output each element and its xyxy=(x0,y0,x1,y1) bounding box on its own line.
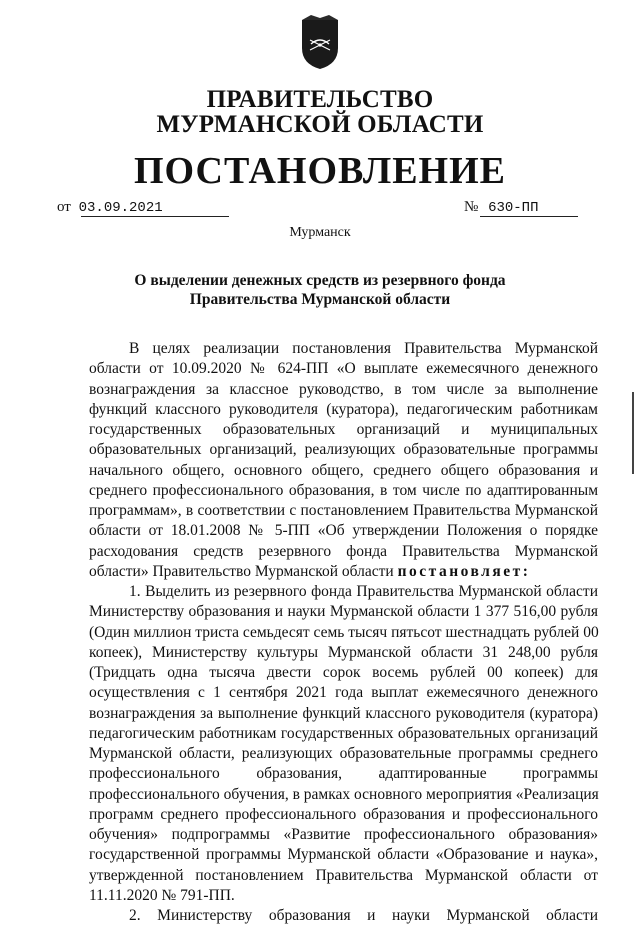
decree-word: постановляет: xyxy=(397,562,531,580)
number-prefix: № xyxy=(464,199,479,215)
date-value: 03.09.2021 xyxy=(78,200,163,216)
date-field xyxy=(57,198,163,217)
city-name: Мурманск xyxy=(289,225,351,240)
number-value: 630-ПП xyxy=(488,200,539,216)
subject-line1: О выделении денежных средств из резервного фонда xyxy=(134,272,506,289)
body-line: области от 18.01.2008 № 5-ПП «Об утверждении Положения о порядке xyxy=(89,522,598,540)
body-line: начального общего, основного общего, среднего общего образования и xyxy=(89,461,598,479)
date-underline xyxy=(81,216,229,217)
body-line: Мурманской области, реализующих образовательные программы среднего xyxy=(89,745,598,762)
body-line: педагогическим работникам государственных образовательных организаций xyxy=(89,724,598,742)
body-line: программ среднего профессионального образования и профессионального xyxy=(89,805,598,823)
government-title-line1: ПРАВИТЕЛЬСТВО xyxy=(206,86,434,113)
body-line: вознаграждения за классное руководство, в том числе за выполнение xyxy=(89,380,598,398)
body-line-text: области» Правительство Мурманской области xyxy=(89,562,394,580)
body-line: области от 10.09.2020 № 624-ПП «О выплате ежемесячного денежного xyxy=(89,360,598,378)
body-line: обучения» подпрограммы «Развитие профессионального образования» xyxy=(89,826,598,843)
body-line: государственной программы Мурманской области «Образование и наука», xyxy=(89,846,598,864)
body-line: В целях реализации постановления Правительства Мурманской xyxy=(129,340,598,357)
body-line: вознаграждения за выполнение функций классного руководителя (куратора) xyxy=(89,704,598,722)
subject-line2: Правительства Мурманской области xyxy=(189,291,451,308)
body-line: утвержденной постановлением Правительства Мурманской области от xyxy=(89,866,598,884)
date-prefix: от xyxy=(57,199,71,215)
body-line: осуществления с 1 сентября 2021 года выплат ежемесячного денежного xyxy=(89,684,598,702)
body-line: профессионального образования, адаптированные программы xyxy=(89,765,598,783)
document-type-title: ПОСТАНОВЛЕНИЕ xyxy=(133,150,507,192)
body-line: функций классного руководителя (куратора), педагогическим работникам xyxy=(89,400,598,418)
body-line: копеек), Министерству культуры Мурманской области 31 248,00 рубля xyxy=(89,643,598,661)
body-line-decree xyxy=(89,562,598,582)
body-line: 11.11.2020 № 791-ПП. xyxy=(89,886,235,904)
body-line: государственных образовательных организаций и муниципальных xyxy=(89,421,598,438)
body-line: (Тридцать одна тысяча двести сорок восемь рублей 00 копеек) для xyxy=(89,664,598,681)
body-line: 1. Выделить из резервного фонда Правительства Мурманской области xyxy=(129,583,598,600)
coat-of-arms-icon xyxy=(299,14,341,70)
number-underline xyxy=(480,216,578,217)
body-line: расходования средств резервного фонда Правительства Мурманской xyxy=(89,542,598,560)
government-title-line2: МУРМАНСКОЙ ОБЛАСТИ xyxy=(156,111,484,138)
scan-edge-mark xyxy=(632,392,634,474)
number-field xyxy=(464,198,538,217)
document-body xyxy=(89,339,598,926)
body-line: профессионального обучения, в рамках основного мероприятия «Реализация xyxy=(89,785,599,803)
body-line: 2. Министерству образования и науки Мурманской области xyxy=(129,907,598,924)
body-line: программам», в соответствии с постановлением Правительства Мурманской xyxy=(89,502,598,519)
body-line: среднего профессионального образования, в том числе по адаптированным xyxy=(89,481,598,499)
body-line: Министерству образования и науки Мурманской области 1 377 516,00 рубля xyxy=(89,603,598,621)
body-line: (Один миллион триста семьдесят семь тысяч пятьсот шестнадцать рублей 00 xyxy=(89,623,599,641)
body-line: образовательных организаций, реализующих образовательные программы xyxy=(89,441,598,459)
